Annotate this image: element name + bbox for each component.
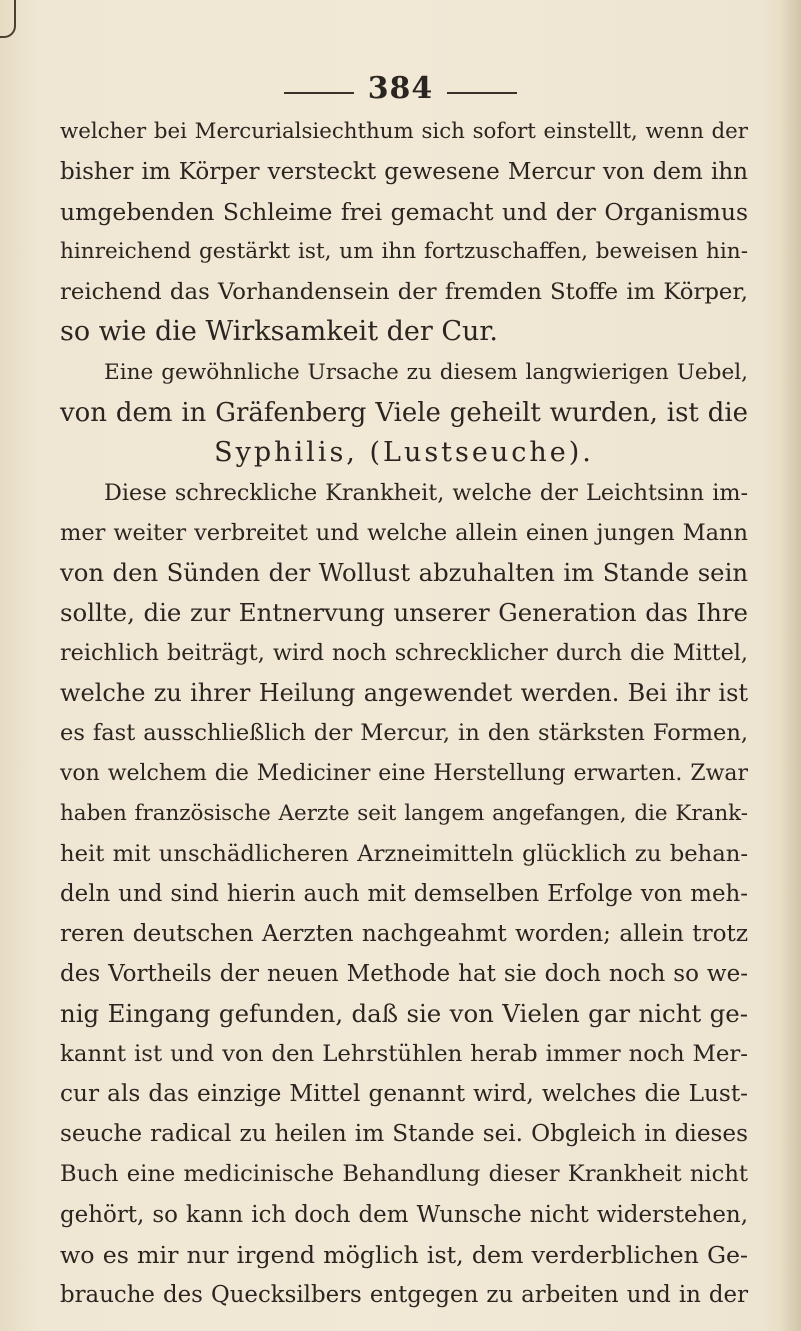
text-line: brauche des Quecksilbers entgegen zu arbeiten und in der [60,1281,748,1308]
text-line: wo es mir nur irgend möglich ist, dem verderblichen Ge- [60,1240,748,1269]
text-line: von welchem die Mediciner eine Herstellung erwarten. Zwar [60,760,748,786]
text-line: umgebenden Schleime frei gemacht und der Organismus [60,198,748,227]
page-number: 384 [367,71,434,106]
text-line: so wie die Wirksamkeit der Cur. [60,316,498,348]
body-text [60,112,748,1315]
header-rule-right [447,92,517,94]
text-line: reichlich beiträgt, wird noch schrecklicher durch die Mittel, [60,640,748,667]
text-line: Buch eine medicinische Behandlung dieser Krankheit nicht [60,1161,748,1188]
text-line: Diese schreckliche Krankheit, welche der Leichtsinn im- [104,479,748,506]
text-line: hinreichend gestärkt ist, um ihn fortzuschaffen, beweisen hin- [60,239,748,265]
text-line: cur als das einzige Mittel genannt wird, welches die Lust- [60,1080,748,1108]
page-edge-shadow [779,0,801,1331]
binding-mark [0,0,16,38]
text-line: gehört, so kann ich doch dem Wunsche nicht widerstehen, [60,1201,748,1228]
text-line: es fast ausschließlich der Mercur, in den stärksten Formen, [60,720,748,747]
text-line: sollte, die zur Entnervung unserer Generation das Ihre [60,598,748,628]
section-heading: Syphilis, (Lustseuche). [214,436,594,468]
text-line: bisher im Körper versteckt gewesene Mercur von dem ihn [60,159,748,186]
text-line: welcher bei Mercurialsiechthum sich sofort einstellt, wenn der [60,119,748,144]
text-line: welche zu ihrer Heilung angewendet werden. Bei ihr ist [60,679,748,708]
header-rule-left [284,92,354,94]
text-line: reichend das Vorhandensein der fremden Stoffe im Körper, [60,279,748,306]
page-header [0,71,801,108]
text-line: deln und sind hierin auch mit demselben Erfolge von meh- [60,880,748,907]
text-line: reren deutschen Aerzten nachgeahmt worden; allein trotz [60,920,748,947]
text-line: von dem in Gräfenberg Viele geheilt wurden, ist die [60,397,748,428]
text-line: haben französische Aerzte seit langem angefangen, die Krank- [60,800,748,826]
text-line: des Vortheils der neuen Methode hat sie doch noch so we- [60,960,748,987]
text-line: mer weiter verbreitet und welche allein einen jungen Mann [60,519,748,546]
text-line: Eine gewöhnliche Ursache zu diesem langwierigen Uebel, [104,359,748,385]
text-line: seuche radical zu heilen im Stande sei. Obgleich in dieses [60,1120,748,1148]
text-line: von den Sünden der Wollust abzuhalten im Stande sein [60,558,748,588]
text-line: nig Eingang gefunden, daß sie von Vielen gar nicht ge- [60,999,748,1029]
text-line: heit mit unschädlicheren Arzneimitteln glücklich zu behan- [60,840,748,867]
text-line: kannt ist und von den Lehrstühlen herab immer noch Mer- [60,1041,748,1068]
